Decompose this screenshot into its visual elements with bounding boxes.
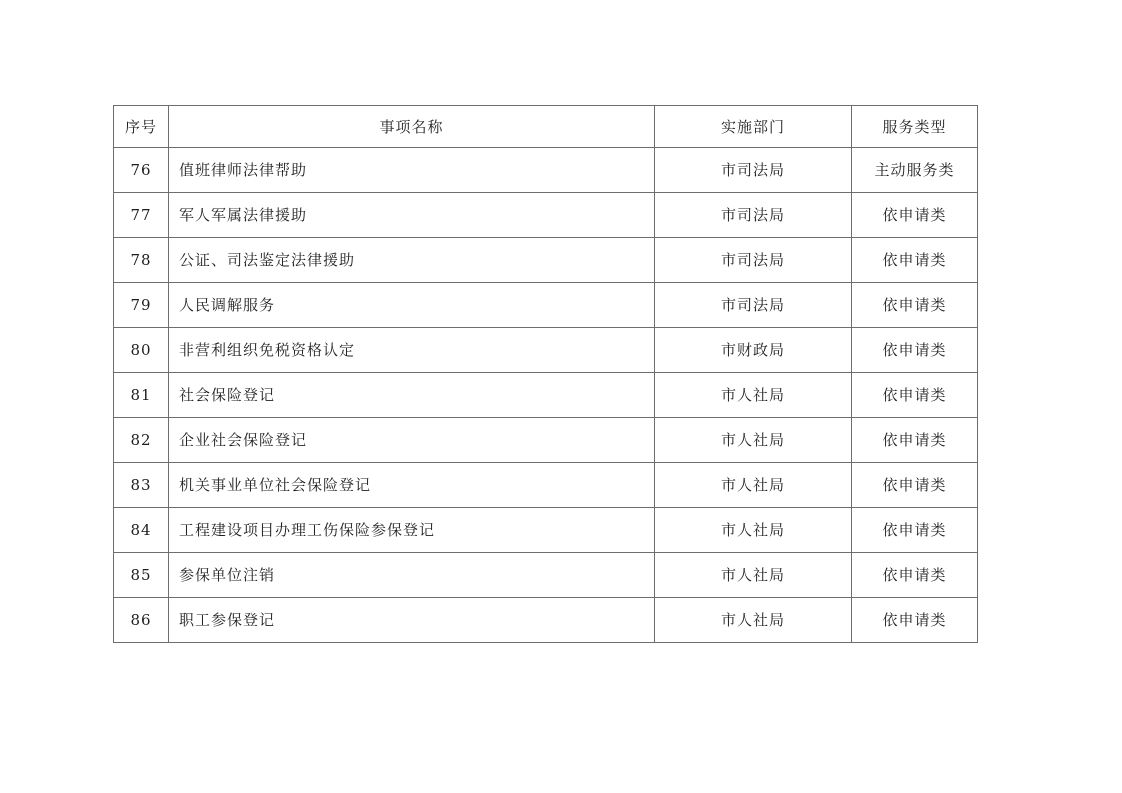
service-type-cell: 依申请类 — [852, 283, 978, 328]
item-name-cell: 值班律师法律帮助 — [169, 148, 655, 193]
department-cell: 市司法局 — [655, 148, 852, 193]
department-cell: 市人社局 — [655, 598, 852, 643]
department-cell: 市人社局 — [655, 463, 852, 508]
table-row — [114, 508, 978, 553]
col-header-number: 序号 — [114, 106, 169, 148]
item-name-cell: 社会保险登记 — [169, 373, 655, 418]
service-type-cell: 主动服务类 — [852, 148, 978, 193]
row-number-cell: 76 — [114, 148, 169, 193]
department-cell: 市司法局 — [655, 238, 852, 283]
item-name-cell: 参保单位注销 — [169, 553, 655, 598]
table-row — [114, 598, 978, 643]
row-number-cell: 82 — [114, 418, 169, 463]
service-type-cell: 依申请类 — [852, 553, 978, 598]
row-number-cell: 86 — [114, 598, 169, 643]
row-number-cell: 83 — [114, 463, 169, 508]
table-row — [114, 283, 978, 328]
department-cell: 市人社局 — [655, 418, 852, 463]
table-row — [114, 373, 978, 418]
services-table — [113, 105, 978, 643]
department-cell: 市司法局 — [655, 193, 852, 238]
department-cell: 市人社局 — [655, 553, 852, 598]
row-number-cell: 80 — [114, 328, 169, 373]
row-number-cell: 78 — [114, 238, 169, 283]
row-number-cell: 77 — [114, 193, 169, 238]
table-row — [114, 463, 978, 508]
service-type-cell: 依申请类 — [852, 193, 978, 238]
table-row — [114, 193, 978, 238]
item-name-cell: 军人军属法律援助 — [169, 193, 655, 238]
col-header-department: 实施部门 — [655, 106, 852, 148]
department-cell: 市人社局 — [655, 508, 852, 553]
item-name-cell: 人民调解服务 — [169, 283, 655, 328]
department-cell: 市财政局 — [655, 328, 852, 373]
table-header-row — [114, 106, 978, 148]
item-name-cell: 职工参保登记 — [169, 598, 655, 643]
service-type-cell: 依申请类 — [852, 238, 978, 283]
row-number-cell: 81 — [114, 373, 169, 418]
row-number-cell: 85 — [114, 553, 169, 598]
service-type-cell: 依申请类 — [852, 508, 978, 553]
department-cell: 市司法局 — [655, 283, 852, 328]
table-row — [114, 148, 978, 193]
col-header-service-type: 服务类型 — [852, 106, 978, 148]
table-body — [114, 148, 978, 643]
service-type-cell: 依申请类 — [852, 418, 978, 463]
col-header-item-name: 事项名称 — [169, 106, 655, 148]
item-name-cell: 公证、司法鉴定法律援助 — [169, 238, 655, 283]
table-row — [114, 328, 978, 373]
service-type-cell: 依申请类 — [852, 463, 978, 508]
table-row — [114, 418, 978, 463]
item-name-cell: 机关事业单位社会保险登记 — [169, 463, 655, 508]
service-type-cell: 依申请类 — [852, 373, 978, 418]
row-number-cell: 79 — [114, 283, 169, 328]
item-name-cell: 企业社会保险登记 — [169, 418, 655, 463]
table-row — [114, 553, 978, 598]
item-name-cell: 工程建设项目办理工伤保险参保登记 — [169, 508, 655, 553]
row-number-cell: 84 — [114, 508, 169, 553]
service-type-cell: 依申请类 — [852, 328, 978, 373]
service-type-cell: 依申请类 — [852, 598, 978, 643]
department-cell: 市人社局 — [655, 373, 852, 418]
item-name-cell: 非营利组织免税资格认定 — [169, 328, 655, 373]
table-row — [114, 238, 978, 283]
